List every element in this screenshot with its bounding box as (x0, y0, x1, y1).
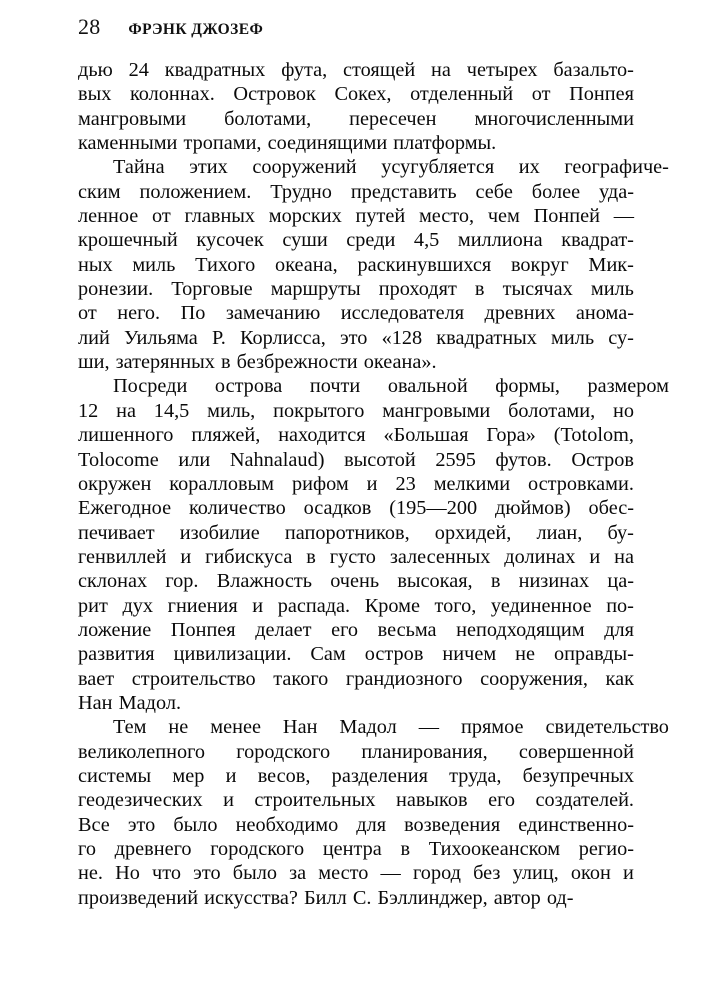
text-line: не. Но что это было за место — город без улиц, окон и (78, 862, 634, 885)
text-line: ронезии. Торговые маршруты проходят в тысячах миль (78, 278, 634, 301)
paragraph (78, 155, 669, 374)
body-text (78, 58, 669, 910)
text-line: произведений искусства? Билл С. Бэллинджер, автор од- (78, 886, 574, 909)
text-line: развития цивилизации. Сам остров ничем не оправды- (78, 643, 634, 666)
text-line: ных миль Тихого океана, раскинувшихся вокруг Мик- (78, 253, 634, 276)
text-line: каменными тропами, соединящими платформы. (78, 132, 497, 155)
text-line: вых колоннах. Островок Сокех, отделенный от Понпея (78, 83, 634, 106)
text-line: великолепного городского планирования, совершенной (78, 740, 634, 763)
text-line: лишенного пляжей, находится «Большая Гора» (Totolom, (78, 424, 634, 447)
running-head-author: ФРЭНК ДЖОЗЕФ (128, 21, 264, 38)
text-line: Тайна этих сооружений усугубляется их географиче- (113, 156, 669, 179)
text-line: ложение Понпея делает его весьма неподходящим для (78, 618, 634, 641)
paragraph (78, 58, 634, 155)
text-line: Ежегодное количество осадков (195—200 дюймов) обес- (78, 497, 634, 520)
text-line: ленное от главных морских путей место, чем Понпей — (78, 205, 634, 228)
text-line: рит дух гниения и распада. Кроме того, уединенное по- (78, 594, 634, 617)
text-line: системы мер и весов, разделения труда, безупречных (78, 764, 634, 787)
text-line: лий Уильяма Р. Корлисса, это «128 квадратных миль су- (78, 326, 634, 349)
running-head (78, 16, 634, 44)
paragraph (78, 374, 669, 715)
text-line: Все это было необходимо для возведения единственно- (78, 813, 634, 836)
text-line: печивает изобилие папоротников, орхидей, лиан, бу- (78, 521, 634, 544)
paragraph (78, 715, 669, 910)
text-line: Tolocome или Nahnalaud) высотой 2595 футов. Остров (78, 448, 634, 471)
text-line: ским положением. Трудно представить себе более уда- (78, 180, 634, 203)
text-line: го древнего городского центра в Тихоокеанском регио- (78, 838, 634, 860)
text-line: Нан Мадол. (78, 691, 182, 714)
text-line: ши, затерянных в безбрежности океана». (78, 351, 437, 374)
page-number: 28 (78, 14, 101, 39)
text-line: крошечный кусочек суши среди 4,5 миллиона квадрат- (78, 229, 634, 252)
text-line: Тем не менее Нан Мадол — прямое свидетельство (113, 716, 669, 739)
text-line: вает строительство такого грандиозного сооружения, как (78, 667, 634, 690)
text-line: генвиллей и гибискуса в густо залесенных долинах и на (78, 545, 634, 568)
text-line: окружен коралловым рифом и 23 мелкими островками. (78, 472, 634, 495)
text-line: 12 на 14,5 миль, покрытого мангровыми болотами, но (78, 399, 634, 422)
text-line: склонах гор. Влажность очень высокая, в низинах ца- (78, 570, 634, 593)
text-line: геодезических и строительных навыков его создателей. (78, 789, 634, 812)
text-line: мангровыми болотами, пересечен многочисленными (78, 107, 634, 130)
text-line: дью 24 квадратных фута, стоящей на четырех базальто- (78, 59, 634, 81)
text-line: от него. По замечанию исследователя древних анома- (78, 302, 634, 325)
text-line: Посреди острова почти овальной формы, размером (113, 375, 669, 398)
